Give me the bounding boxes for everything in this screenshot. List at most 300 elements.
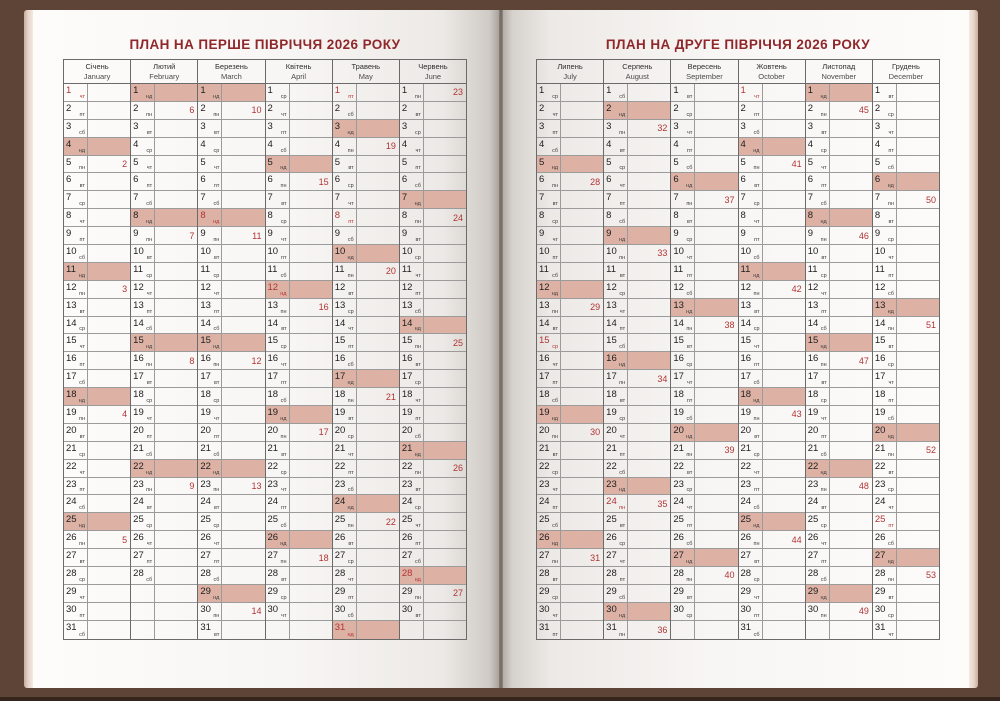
weekday-abbr: ср xyxy=(415,254,421,261)
note-cell xyxy=(628,621,670,639)
weekday-abbr: чт xyxy=(754,594,760,601)
day-number: 1 xyxy=(401,85,408,96)
weekday-abbr: нд xyxy=(686,433,693,440)
weekday-abbr: нд xyxy=(145,93,153,100)
day-row xyxy=(604,173,670,191)
day-row xyxy=(64,495,130,513)
day-cell xyxy=(64,173,88,190)
day-number: 10 xyxy=(606,246,617,258)
note-cell xyxy=(561,209,603,226)
day-number: 22 xyxy=(807,460,819,472)
day-number: 10 xyxy=(66,246,77,258)
day-row xyxy=(873,120,939,138)
note-cell xyxy=(357,156,399,173)
day-row xyxy=(131,585,197,603)
weekday-abbr: ср xyxy=(619,415,626,422)
note-cell xyxy=(695,531,737,548)
day-number: 5 xyxy=(200,156,206,168)
day-number: 21 xyxy=(673,442,684,454)
note-cell xyxy=(897,513,939,530)
note-cell xyxy=(88,442,130,459)
day-number: 31 xyxy=(200,621,211,633)
day-row xyxy=(333,442,399,460)
day-row xyxy=(806,84,872,102)
page-title-second-half: ПЛАН НА ДРУГЕ ПІВРІЧЧЯ 2026 РОКУ xyxy=(605,37,871,52)
weekday-abbr: нд xyxy=(414,326,421,333)
weekday-abbr: нд xyxy=(78,147,85,154)
day-row xyxy=(333,531,399,549)
day-cell xyxy=(198,621,222,639)
day-number: 30 xyxy=(334,603,346,615)
note-cell xyxy=(830,460,872,477)
weekday-abbr: пт xyxy=(348,594,354,601)
day-number: 19 xyxy=(133,407,144,419)
weekday-abbr: пн xyxy=(887,201,894,208)
note-cell xyxy=(222,585,264,602)
day-row xyxy=(198,442,264,460)
weekday-abbr: ср xyxy=(820,398,827,405)
day-row xyxy=(198,370,264,388)
day-number: 1 xyxy=(673,85,679,96)
day-number: 20 xyxy=(807,424,819,436)
day-cell xyxy=(64,138,88,155)
calendar-grid-first-half xyxy=(63,59,467,640)
day-row xyxy=(806,102,872,120)
note-cell xyxy=(222,191,264,208)
weekday-abbr: вт xyxy=(281,326,287,333)
day-number: 24 xyxy=(740,496,752,508)
note-cell xyxy=(222,102,264,119)
day-row xyxy=(400,567,466,585)
note-cell xyxy=(763,513,805,530)
day-row xyxy=(266,156,332,174)
day-cell xyxy=(537,263,561,280)
note-cell xyxy=(424,424,466,441)
note-cell xyxy=(155,138,197,155)
weekday-abbr: пт xyxy=(348,219,354,226)
weekday-abbr: чт xyxy=(888,505,894,512)
weekday-abbr: сб xyxy=(820,201,827,208)
day-number: 21 xyxy=(401,442,413,454)
weekday-abbr: пт xyxy=(281,129,287,136)
weekday-abbr: сб xyxy=(79,380,85,387)
day-row xyxy=(806,370,872,388)
day-row xyxy=(400,191,466,209)
day-row xyxy=(873,424,939,442)
day-cell xyxy=(537,299,561,316)
day-cell xyxy=(537,531,561,548)
day-cell xyxy=(198,173,222,190)
day-cell xyxy=(739,102,763,119)
day-row xyxy=(873,567,939,585)
note-cell xyxy=(290,585,332,602)
note-cell xyxy=(897,138,939,155)
day-cell xyxy=(198,495,222,512)
day-row xyxy=(266,621,332,639)
day-cell xyxy=(64,352,88,369)
day-number: 12 xyxy=(200,281,211,293)
day-cell xyxy=(873,209,897,226)
weekday-abbr: пт xyxy=(619,326,626,333)
day-cell xyxy=(333,585,357,602)
weekday-abbr: сб xyxy=(619,219,626,226)
weekday-abbr: сб xyxy=(280,147,287,154)
note-cell xyxy=(155,84,197,101)
day-cell xyxy=(198,138,222,155)
weekday-abbr: ср xyxy=(753,451,760,458)
note-cell xyxy=(695,406,737,423)
day-row xyxy=(64,370,130,388)
day-cell xyxy=(64,567,88,584)
day-row xyxy=(806,334,872,352)
day-cell xyxy=(198,478,222,495)
day-number: 26 xyxy=(133,532,144,544)
weekday-abbr: нд xyxy=(78,398,85,405)
note-cell xyxy=(695,352,737,369)
day-cell xyxy=(806,513,830,530)
day-row xyxy=(400,513,466,531)
note-cell xyxy=(561,370,603,387)
day-cell xyxy=(806,317,830,334)
day-number: 12 xyxy=(66,281,77,293)
day-number: 15 xyxy=(874,335,886,347)
day-cell xyxy=(806,388,830,405)
day-row xyxy=(131,388,197,406)
note-cell xyxy=(290,138,332,155)
note-cell xyxy=(628,460,670,477)
day-number: 7 xyxy=(66,192,72,204)
note-cell xyxy=(222,388,264,405)
note-cell xyxy=(290,567,332,584)
day-number: 7 xyxy=(133,192,139,204)
day-row xyxy=(131,495,197,513)
weekday-abbr: чт xyxy=(619,308,626,315)
note-cell xyxy=(763,299,805,316)
day-row xyxy=(400,352,466,370)
weekday-abbr: ср xyxy=(79,451,85,458)
day-number: 5 xyxy=(401,156,408,168)
note-cell xyxy=(424,370,466,387)
weekday-abbr: ср xyxy=(415,129,421,136)
note-cell xyxy=(763,84,805,101)
day-number: 3 xyxy=(401,120,408,132)
note-cell xyxy=(222,227,264,244)
note-cell xyxy=(357,84,399,101)
note-cell xyxy=(357,603,399,620)
day-number: 14 xyxy=(401,317,413,329)
weekday-abbr: ср xyxy=(213,398,220,405)
day-row xyxy=(131,513,197,531)
note-cell xyxy=(88,84,130,101)
weekday-abbr: пт xyxy=(552,254,558,261)
weekday-abbr: пн xyxy=(347,398,354,405)
day-row xyxy=(873,603,939,621)
day-row xyxy=(873,585,939,603)
day-cell xyxy=(198,299,222,316)
day-cell xyxy=(671,424,695,441)
day-cell xyxy=(604,478,628,495)
day-number: 27 xyxy=(133,550,144,562)
note-cell xyxy=(290,227,332,244)
note-cell xyxy=(763,227,805,244)
day-cell xyxy=(400,621,424,639)
day-cell xyxy=(266,84,290,101)
note-cell xyxy=(424,352,466,369)
day-number: 13 xyxy=(673,299,684,311)
note-cell xyxy=(357,281,399,298)
day-row xyxy=(64,585,130,603)
note-cell xyxy=(222,299,264,316)
day-row xyxy=(198,513,264,531)
day-number: 28 xyxy=(200,568,211,580)
week-number: 35 xyxy=(657,498,668,509)
weekday-abbr: пт xyxy=(213,183,220,190)
day-row xyxy=(537,263,603,281)
note-cell xyxy=(830,173,872,190)
note-cell xyxy=(424,442,466,459)
day-row xyxy=(604,281,670,299)
day-cell xyxy=(400,585,424,602)
note-cell xyxy=(695,460,737,477)
weekday-abbr: нд xyxy=(551,541,558,548)
day-row xyxy=(671,263,737,281)
weekday-abbr: чт xyxy=(79,344,85,351)
weekday-abbr: вт xyxy=(348,290,354,297)
day-cell xyxy=(198,334,222,351)
page-stack-edge-right xyxy=(969,10,978,688)
week-number: 3 xyxy=(122,284,128,295)
day-cell xyxy=(537,281,561,298)
weekday-abbr: пн xyxy=(146,237,153,244)
day-cell xyxy=(806,263,830,280)
weekday-abbr: пн xyxy=(887,326,894,333)
weekday-abbr: пн xyxy=(820,487,827,494)
note-cell xyxy=(897,352,939,369)
day-number: 12 xyxy=(740,281,752,293)
day-number: 13 xyxy=(401,299,413,311)
day-cell xyxy=(806,495,830,512)
day-cell xyxy=(131,156,155,173)
day-number: 18 xyxy=(401,389,413,401)
note-cell xyxy=(763,209,805,226)
day-cell xyxy=(198,442,222,459)
day-row xyxy=(266,120,332,138)
weekday-abbr: вт xyxy=(415,487,421,494)
note-cell xyxy=(897,299,939,316)
weekday-abbr: чт xyxy=(281,362,287,369)
week-number: 31 xyxy=(590,552,601,563)
month-name-en: July xyxy=(563,71,577,81)
day-cell xyxy=(806,102,830,119)
note-cell xyxy=(88,102,130,119)
day-cell xyxy=(400,191,424,208)
day-number: 14 xyxy=(539,317,550,329)
day-row xyxy=(537,299,603,317)
day-cell xyxy=(806,567,830,584)
day-row xyxy=(671,370,737,388)
month-column-april xyxy=(265,60,332,639)
weekday-abbr: чт xyxy=(146,415,153,422)
weekday-abbr: чт xyxy=(281,111,287,118)
note-cell xyxy=(155,102,197,119)
note-cell xyxy=(155,299,197,316)
note-cell xyxy=(830,585,872,602)
day-row xyxy=(671,173,737,191)
note-cell xyxy=(830,370,872,387)
note-cell xyxy=(222,478,264,495)
week-number: 14 xyxy=(251,606,262,617)
weekday-abbr: чт xyxy=(348,451,354,458)
day-number: 11 xyxy=(133,263,144,275)
weekday-abbr: пн xyxy=(753,165,760,172)
day-number: 7 xyxy=(334,192,340,204)
day-number: 22 xyxy=(606,460,617,472)
day-cell xyxy=(400,531,424,548)
note-cell xyxy=(290,549,332,566)
day-row xyxy=(333,102,399,120)
day-number: 3 xyxy=(133,120,139,132)
week-number: 49 xyxy=(858,606,869,617)
day-row xyxy=(873,317,939,335)
day-cell xyxy=(537,138,561,155)
month-header-july xyxy=(537,60,603,84)
weekday-abbr: пт xyxy=(821,559,827,566)
note-cell xyxy=(897,102,939,119)
day-row xyxy=(266,281,332,299)
day-cell xyxy=(739,334,763,351)
day-cell xyxy=(333,173,357,190)
weekday-abbr: пн xyxy=(551,183,558,190)
weekday-abbr: пт xyxy=(888,147,894,154)
day-number: 11 xyxy=(334,263,345,275)
day-cell xyxy=(537,209,561,226)
note-cell xyxy=(88,209,130,226)
day-row xyxy=(671,567,737,585)
note-cell xyxy=(222,603,264,620)
day-row xyxy=(739,531,805,549)
weekday-abbr: чт xyxy=(821,415,827,422)
day-cell xyxy=(739,84,763,101)
note-cell xyxy=(424,245,466,262)
weekday-abbr: ср xyxy=(415,380,421,387)
day-row xyxy=(873,263,939,281)
day-cell xyxy=(198,84,222,101)
day-row xyxy=(333,299,399,317)
week-number: 50 xyxy=(926,194,937,205)
calendar-grid-second-half xyxy=(536,59,940,640)
weekday-abbr: ср xyxy=(79,201,85,208)
weekday-abbr: сб xyxy=(79,129,85,136)
note-cell xyxy=(357,120,399,137)
day-cell xyxy=(333,245,357,262)
day-row xyxy=(739,209,805,227)
note-cell xyxy=(222,531,264,548)
day-cell xyxy=(873,102,897,119)
day-number: 20 xyxy=(539,424,550,436)
note-cell xyxy=(628,370,670,387)
day-row xyxy=(198,227,264,245)
week-number: 48 xyxy=(858,481,869,492)
day-row xyxy=(266,102,332,120)
month-name-uk: Листопад xyxy=(822,61,856,71)
note-cell xyxy=(561,120,603,137)
note-cell xyxy=(155,460,197,477)
day-number: 4 xyxy=(401,138,408,150)
weekday-abbr: нд xyxy=(347,631,354,638)
day-number: 13 xyxy=(267,299,279,311)
weekday-abbr: вт xyxy=(552,451,558,458)
day-number: 8 xyxy=(66,210,72,222)
week-number: 18 xyxy=(318,552,329,563)
day-row xyxy=(873,388,939,406)
day-row xyxy=(604,549,670,567)
weekday-abbr: сб xyxy=(686,415,693,422)
day-number: 7 xyxy=(267,192,273,204)
day-number: 28 xyxy=(267,568,279,580)
weekday-abbr: вт xyxy=(821,505,827,512)
day-cell xyxy=(537,334,561,351)
day-cell xyxy=(266,603,290,620)
day-cell xyxy=(400,549,424,566)
day-row xyxy=(604,120,670,138)
day-number: 8 xyxy=(740,210,746,222)
weekday-abbr: вт xyxy=(821,254,827,261)
day-row xyxy=(604,513,670,531)
day-number: 22 xyxy=(673,460,684,472)
day-cell xyxy=(198,406,222,423)
note-cell xyxy=(628,388,670,405)
day-number: 20 xyxy=(606,424,617,436)
note-cell xyxy=(155,370,197,387)
note-cell xyxy=(628,424,670,441)
note-cell xyxy=(561,442,603,459)
weekday-abbr: вт xyxy=(415,237,421,244)
day-cell xyxy=(198,352,222,369)
weekday-abbr: вт xyxy=(79,559,85,566)
day-row xyxy=(806,585,872,603)
day-cell xyxy=(333,263,357,280)
weekday-abbr: сб xyxy=(280,398,287,405)
note-cell xyxy=(222,120,264,137)
weekday-abbr: вт xyxy=(754,308,760,315)
day-cell xyxy=(671,334,695,351)
day-cell xyxy=(333,460,357,477)
note-cell xyxy=(424,513,466,530)
day-cell xyxy=(604,334,628,351)
note-cell xyxy=(763,317,805,334)
note-cell xyxy=(155,406,197,423)
weekday-abbr: сб xyxy=(887,165,894,172)
day-row xyxy=(64,388,130,406)
day-number: 18 xyxy=(539,389,550,401)
day-number: 2 xyxy=(200,102,206,114)
day-row xyxy=(198,585,264,603)
day-cell xyxy=(739,370,763,387)
day-row xyxy=(537,245,603,263)
day-row xyxy=(64,352,130,370)
week-number: 2 xyxy=(122,159,128,169)
day-row xyxy=(671,549,737,567)
weekday-abbr: сб xyxy=(820,326,827,333)
day-row xyxy=(400,173,466,191)
weekday-abbr: ср xyxy=(888,362,894,369)
note-cell xyxy=(155,227,197,244)
weekday-abbr: ср xyxy=(213,272,220,279)
day-cell xyxy=(266,191,290,208)
day-cell xyxy=(739,513,763,530)
note-cell xyxy=(763,388,805,405)
week-number: 7 xyxy=(189,230,195,241)
